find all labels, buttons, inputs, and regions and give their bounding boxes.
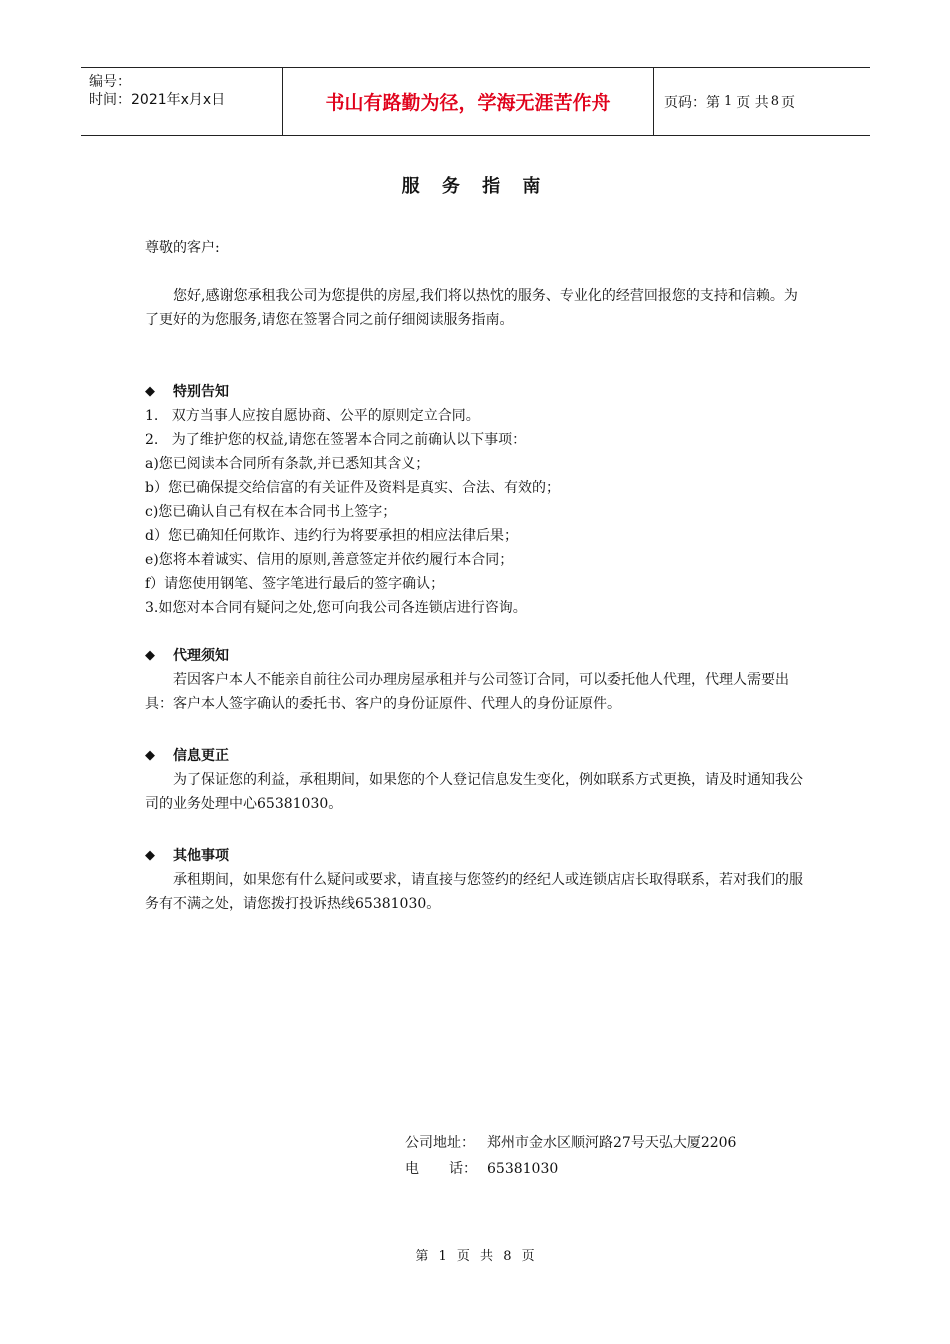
- agent-paragraph: 若因客户本人不能亲自前往公司办理房屋承租并与公司签订合同，可以委托他人代理，代理人需要出具：客户本人签字确认的委托书、客户的身份证原件、代理人的身份证原件。: [145, 672, 789, 712]
- page-title: 服 务 指 南: [401, 176, 549, 197]
- diamond-icon: ◆: [145, 648, 155, 663]
- page-total: 8: [770, 94, 780, 109]
- list-item: 3.如您对本合同有疑问之处,您可向我公司各连锁店进行咨询。: [145, 600, 527, 616]
- document-time-label: 时间：2021年x月x日: [89, 92, 226, 108]
- address-label: 公司地址：: [405, 1135, 475, 1151]
- phone-label: 电 话：: [405, 1161, 477, 1177]
- document-header: [81, 67, 870, 136]
- header-page-info: [654, 68, 870, 135]
- section-heading-info: [145, 744, 810, 768]
- greeting: 尊敬的客户:: [145, 240, 220, 256]
- diamond-icon: ◆: [145, 848, 155, 863]
- page-label-mid: 页 共: [736, 94, 769, 111]
- section-heading-text: 代理须知: [173, 648, 229, 664]
- list-item: 2. 为了维护您的权益,请您在签署本合同之前确认以下事项：: [145, 432, 527, 448]
- page-current: 1: [724, 94, 733, 109]
- section-heading-other: [145, 844, 810, 868]
- phone-value: 65381030: [487, 1161, 559, 1177]
- other-paragraph: 承租期间，如果您有什么疑问或要求，请直接与您签约的经纪人或连锁店店长取得联系，若对我们的服务有不满之处，请您拨打投诉热线65381030。: [145, 872, 803, 912]
- company-contact: [405, 1130, 736, 1182]
- section-heading-notice: [145, 380, 810, 404]
- list-item: c)您已确认自己有权在本合同书上签字；: [145, 504, 397, 520]
- header-meta: [81, 68, 282, 135]
- intro-paragraph: 您好,感谢您承租我公司为您提供的房屋,我们将以热忱的服务、专业化的经营回报您的支持和信赖。为了更好的为您服务,请您在签署合同之前仔细阅读服务指南。: [145, 288, 798, 328]
- list-item: 1. 双方当事人应按自愿协商、公平的原则定立合同。: [145, 408, 480, 424]
- list-item: b）您已确保提交给信富的有关证件及资料是真实、合法、有效的；: [145, 480, 560, 496]
- list-item: e)您将本着诚实、信用的原则,善意签定并依约履行本合同；: [145, 552, 514, 568]
- info-paragraph: 为了保证您的利益，承租期间，如果您的个人登记信息发生变化，例如联系方式更换，请及时通知我公司的业务处理中心65381030。: [145, 772, 803, 812]
- list-item: d）您已确知任何欺诈、违约行为将要承担的相应法律后果；: [145, 528, 518, 544]
- document-body: [145, 236, 810, 916]
- page-label-suffix: 页: [781, 94, 796, 111]
- address-value: 郑州市金水区顺河路27号天弘大厦2206: [487, 1135, 737, 1151]
- section-heading-text: 其他事项: [173, 848, 229, 864]
- list-item: f）请您使用钢笔、签字笔进行最后的签字确认；: [145, 576, 445, 592]
- header-motto: 书山有路勤为径，学海无涯苦作舟: [282, 68, 654, 135]
- list-item: a)您已阅读本合同所有条款,并已悉知其含义；: [145, 456, 430, 472]
- section-heading-text: 信息更正: [173, 748, 229, 764]
- page-footer: 第 1 页 共 8 页: [415, 1249, 535, 1264]
- diamond-icon: ◆: [145, 384, 155, 399]
- section-heading-agent: [145, 644, 810, 668]
- document-number-label: 编号：: [89, 74, 131, 90]
- section-heading-text: 特别告知: [173, 384, 229, 400]
- diamond-icon: ◆: [145, 748, 155, 763]
- page-label-prefix: 页码：第: [664, 94, 720, 111]
